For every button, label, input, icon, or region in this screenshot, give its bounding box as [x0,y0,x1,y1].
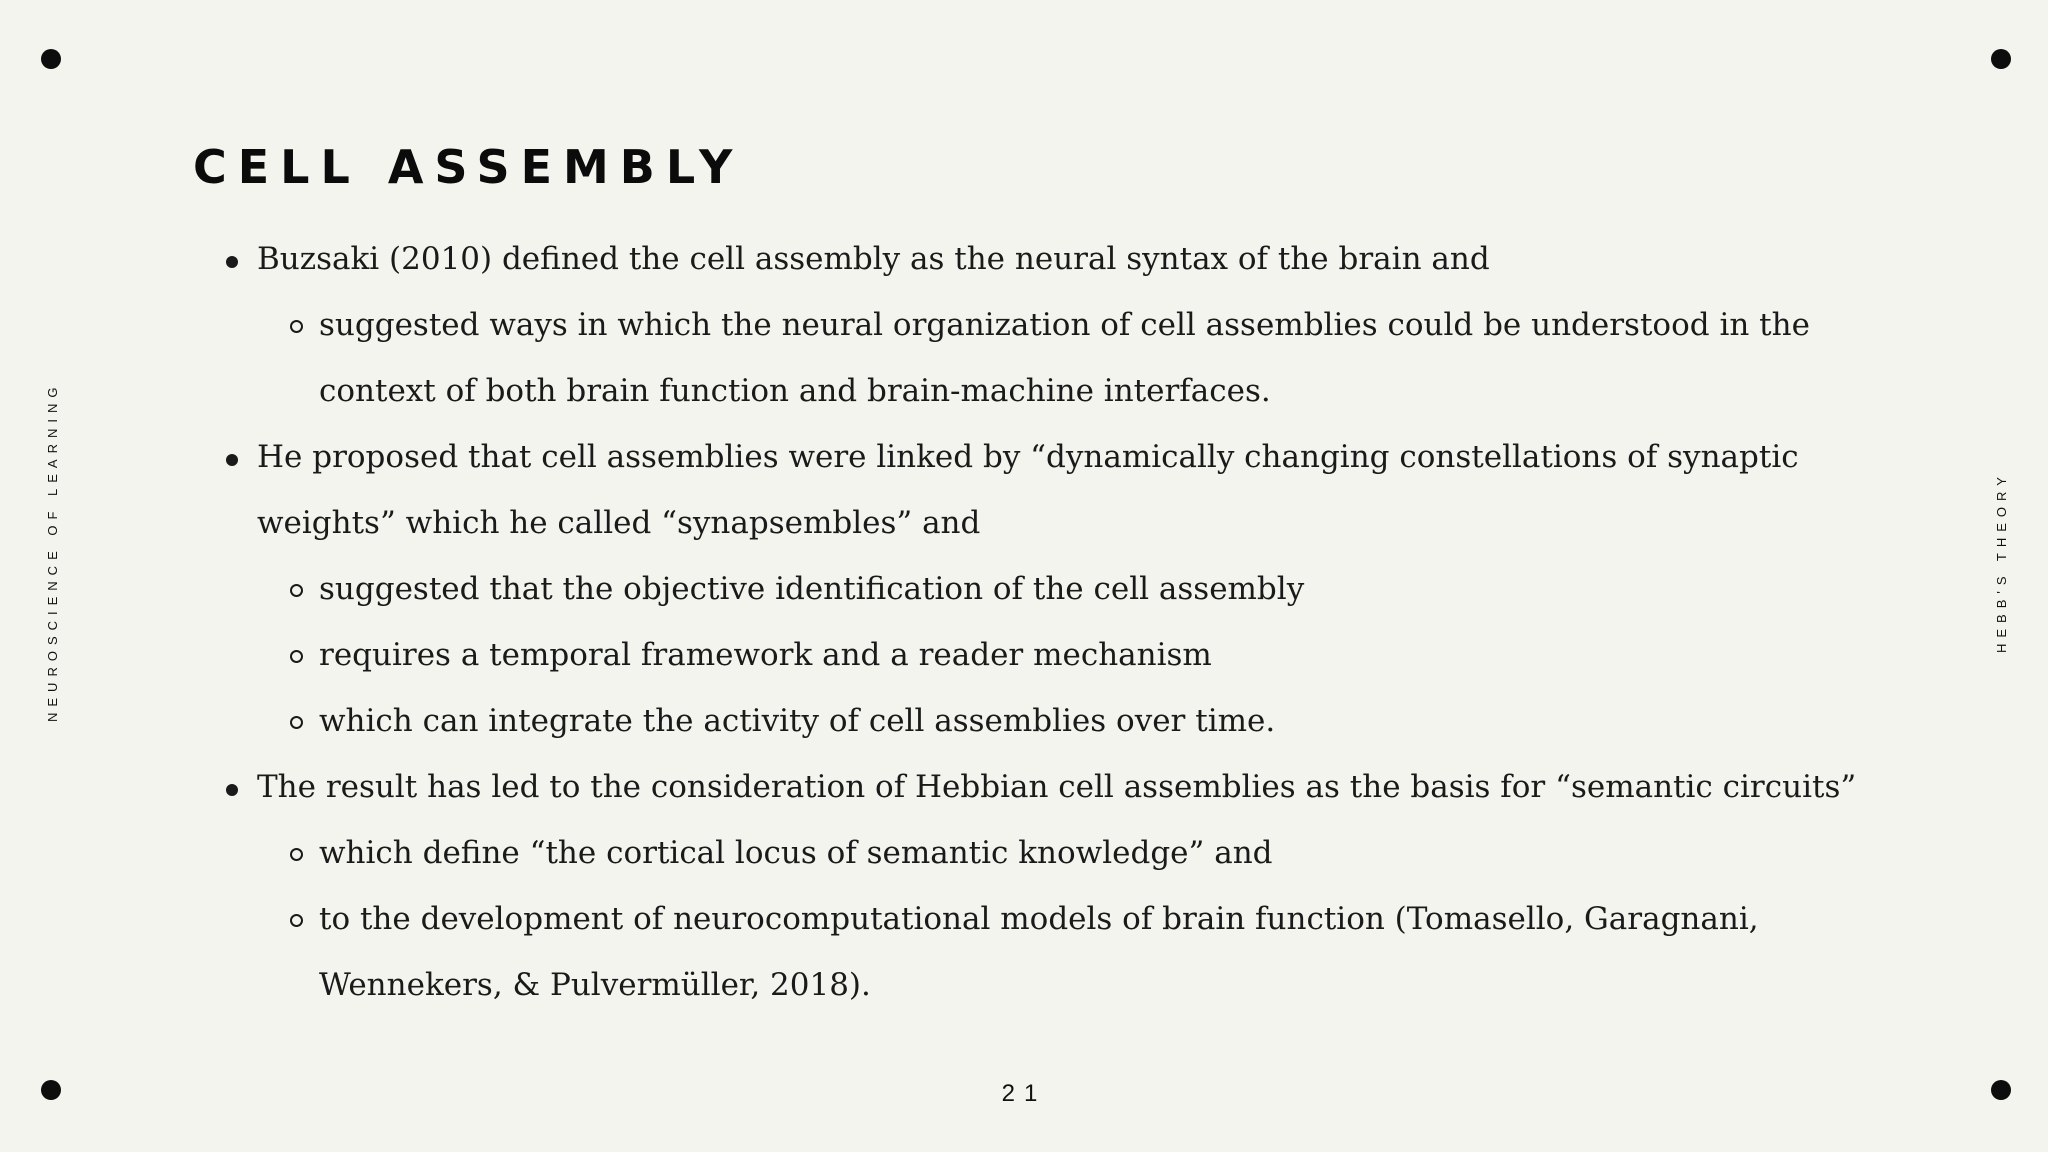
bullet-item: The result has led to the consideration of Hebbian cell assemblies as the basis for “semantic circuits” [220,754,1870,820]
sub-bullet-item: suggested that the objective identification of the cell assembly [220,556,1870,622]
sub-bullet-item: which can integrate the activity of cell assemblies over time. [220,688,1870,754]
bullet-list [220,226,1870,1018]
sub-bullet-item: to the development of neurocomputational models of brain function (Tomasello, Garagnani, Wennekers, & Pulvermüller, 2018). [220,886,1870,1018]
slide-title: CELL ASSEMBLY [193,140,744,194]
sub-bullet-item: suggested ways in which the neural organization of cell assemblies could be understood in the context of both brain function and brain-machine interfaces. [220,292,1870,424]
sub-bullet-item: requires a temporal framework and a reader mechanism [220,622,1870,688]
sub-bullet-item: which define “the cortical locus of semantic knowledge” and [220,820,1870,886]
bullet-item: Buzsaki (2010) defined the cell assembly as the neural syntax of the brain and [220,226,1870,292]
side-label-right: HEBB'S THEORY [1994,471,2009,653]
page-number: 21 [1001,1080,1047,1107]
corner-dot-bottom-left [41,1080,61,1100]
corner-dot-top-right [1991,49,2011,69]
bullet-item: He proposed that cell assemblies were linked by “dynamically changing constellations of synaptic weights” which he called “synapsembles” and [220,424,1870,556]
side-label-left: NEUROSCIENCE OF LEARNING [45,381,60,722]
corner-dot-bottom-right [1991,1080,2011,1100]
bullet-list-container [220,226,1870,1018]
corner-dot-top-left [41,49,61,69]
